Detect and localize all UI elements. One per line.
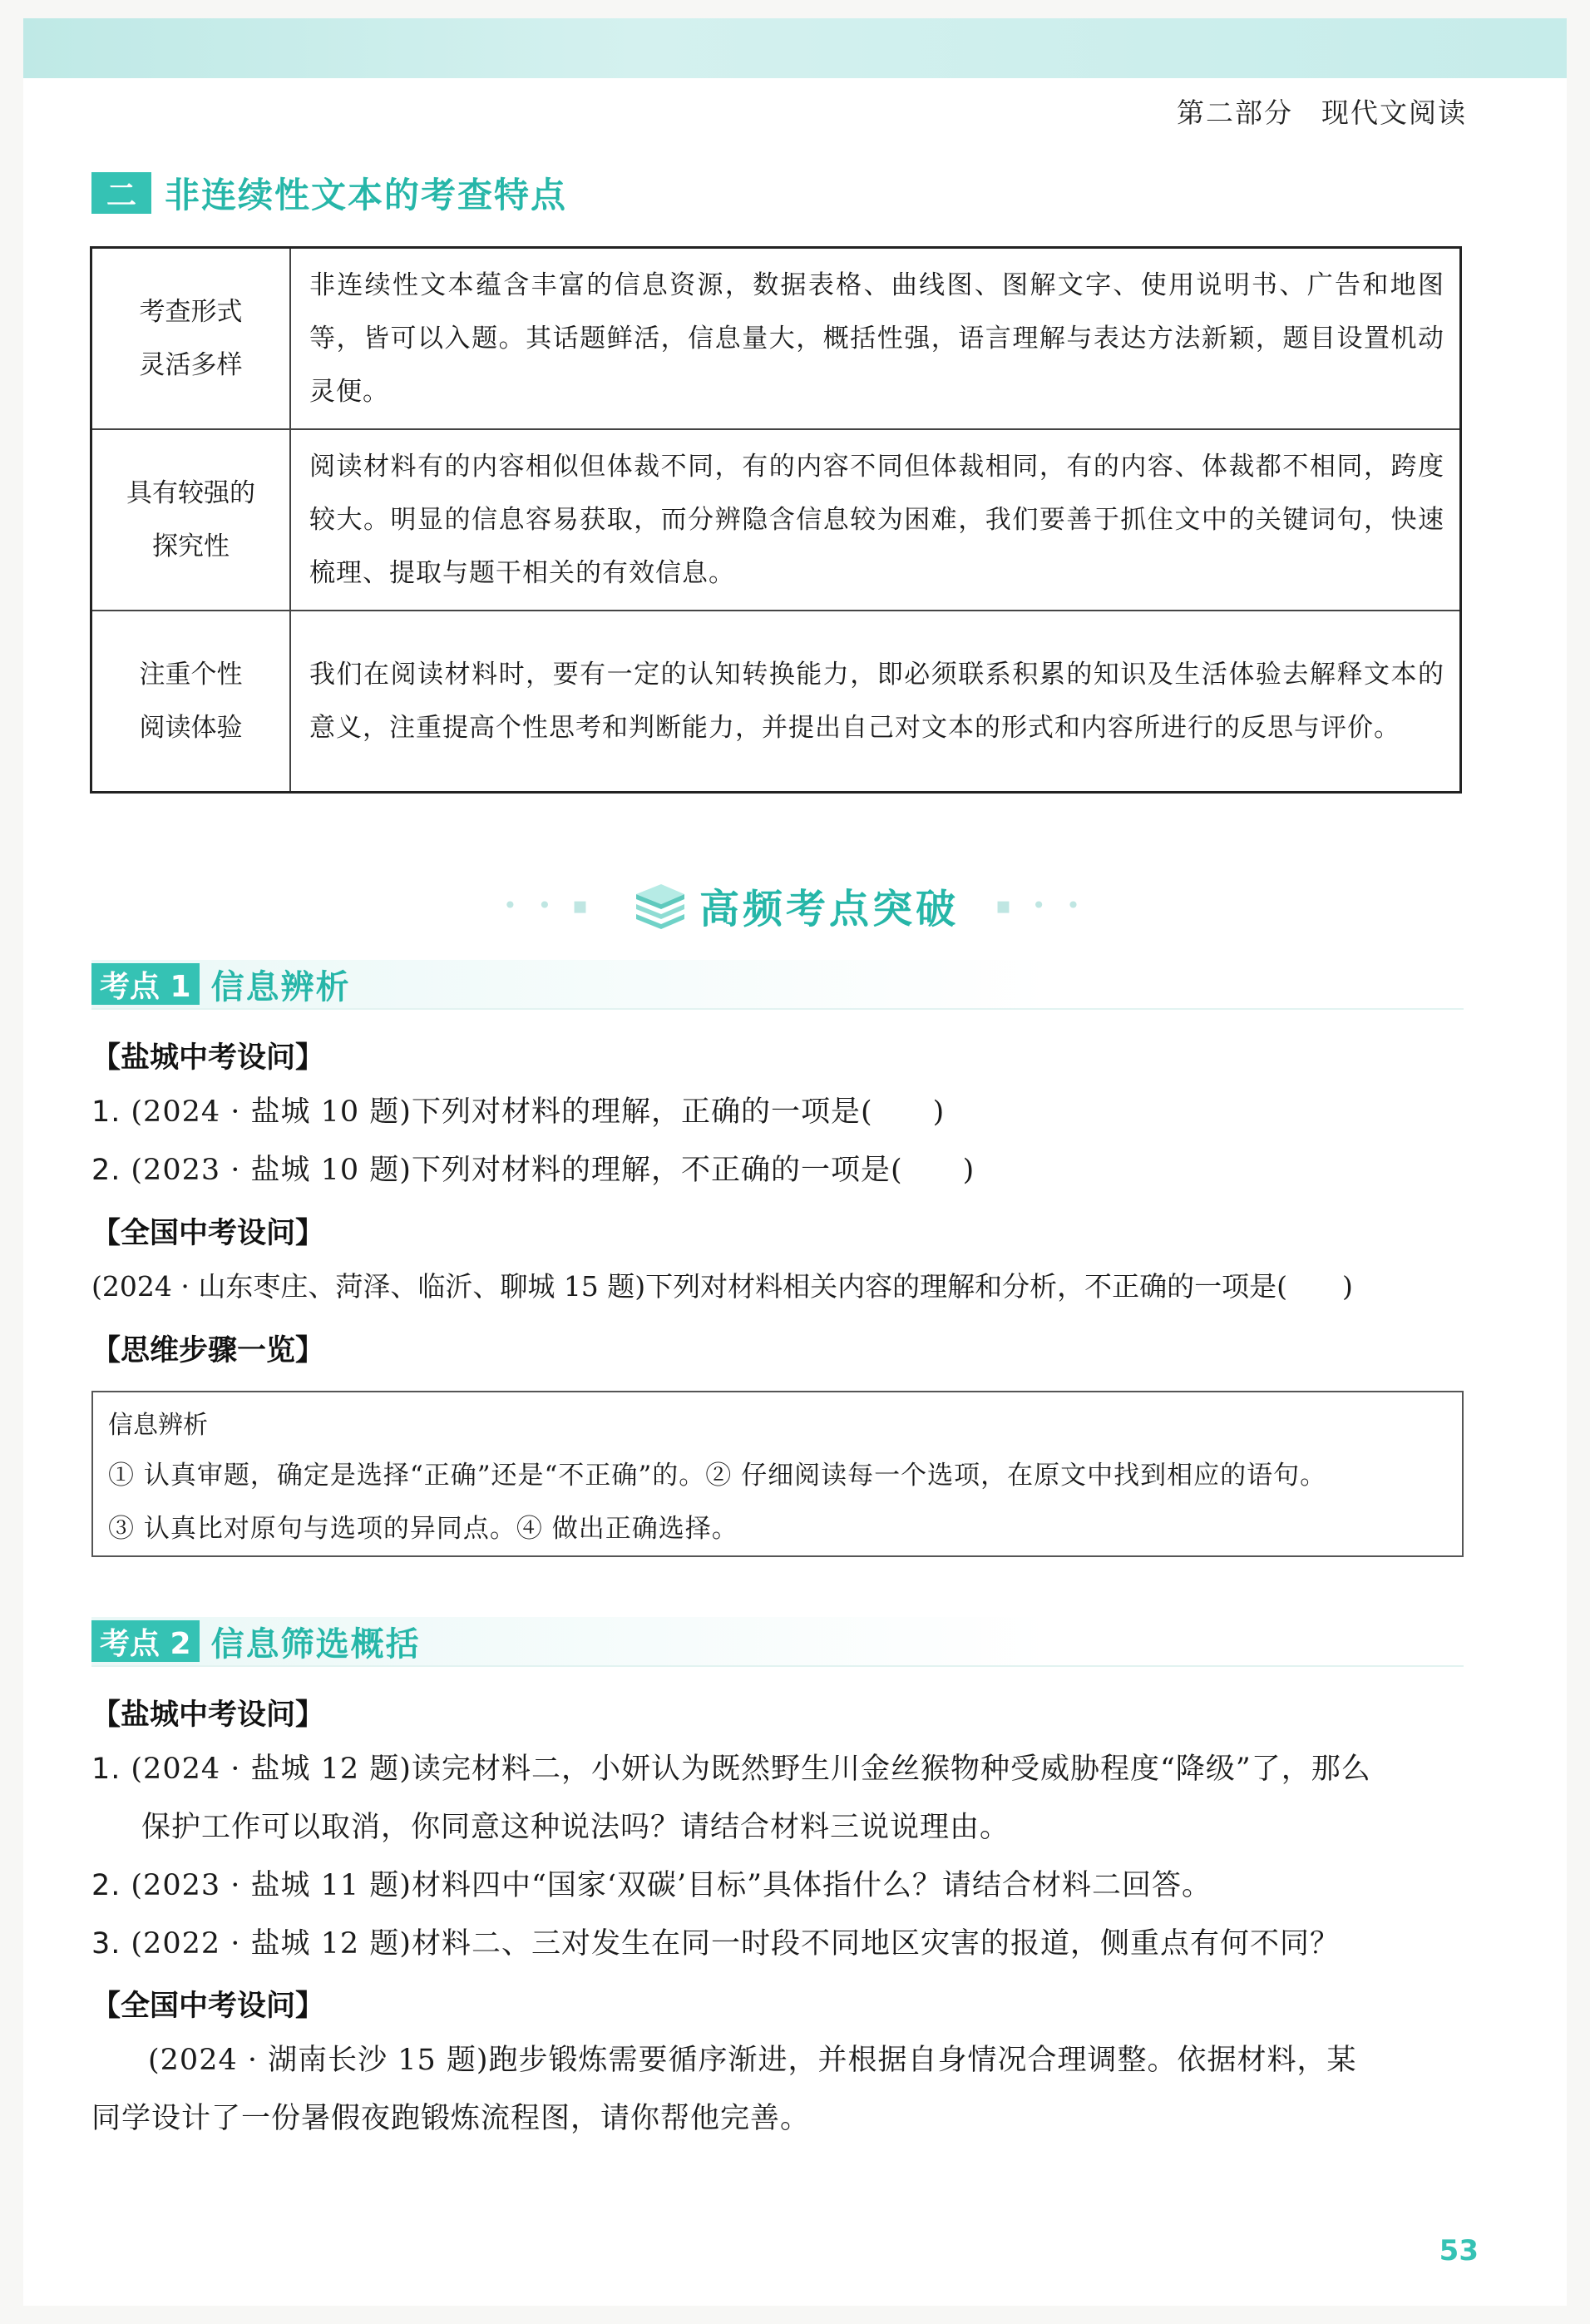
- question-text-cont: 保护工作可以取消，你同意这种说法吗？请结合材料三说说理由。: [141, 1811, 1010, 1844]
- national-label: 【全国中考设问】: [91, 1217, 325, 1250]
- question-text: (2023 · 盐城 11 题)材料四中“国家‘双碳’目标”具体指什么？请结合材料二回答。: [131, 1869, 1212, 1902]
- table-row: [91, 611, 1461, 792]
- row-text: 我们在阅读材料时，要有一定的认知转换能力，即必须联系积累的知识及生活体验去解释文本的意义，注重提高个性思考和判断能力，并提出自己对文本的形式和内容所进行的反思与评价。: [290, 611, 1461, 792]
- question-item: [91, 1083, 1472, 1141]
- kaodian-2-title: [91, 1617, 1464, 1667]
- question-item: [91, 1857, 1472, 1915]
- page: [23, 18, 1567, 2306]
- question-item: [91, 1915, 1472, 1973]
- header-part: 第二部分: [1177, 96, 1293, 129]
- national-question: [91, 2031, 1472, 2148]
- row-label: [91, 429, 291, 611]
- question-number: 3.: [91, 1927, 121, 1961]
- national-question-line: (2024 · 湖南长沙 15 题)跑步锻炼需要循序渐进，并根据自身情况合理调整。依据材料，某: [148, 2044, 1357, 2077]
- question-text: (2023 · 盐城 10 题)下列对材料的理解，不正确的一项是( ): [131, 1154, 975, 1187]
- table-row: [91, 429, 1461, 611]
- steps-box-line: ③ 认真比对原句与选项的异同点。④ 做出正确选择。: [108, 1514, 738, 1544]
- steps-box-title: 信息辨析: [108, 1411, 208, 1440]
- section-badge: 二: [91, 172, 151, 214]
- banner: [23, 873, 1567, 937]
- row-text: 阅读材料有的内容相似但体裁不同，有的内容不同但体裁相同，有的内容、体裁都不相同，跨度较大。明显的信息容易获取，而分辨隐含信息较为困难，我们要善于抓住文中的关键词句，快速梳理、提取与题干相关的有效信息。: [290, 429, 1461, 611]
- header-subject: 现代文阅读: [1321, 96, 1467, 129]
- row-label-line: 灵活多样: [139, 350, 243, 380]
- question-item: [91, 1141, 1472, 1199]
- banner-dots-right: ▪ • •: [995, 891, 1087, 919]
- national-label: 【全国中考设问】: [91, 1990, 325, 2023]
- row-label-line: 探究性: [152, 532, 230, 561]
- row-label-line: 阅读体验: [139, 712, 243, 743]
- features-table: [90, 246, 1462, 794]
- question-text: (2022 · 盐城 12 题)材料二、三对发生在同一时段不同地区灾害的报道，侧重点有何不同？: [131, 1927, 1340, 1961]
- yancheng-label: 【盐城中考设问】: [91, 1698, 325, 1732]
- row-label: [91, 248, 291, 430]
- kaodian-2-heading: 信息筛选概括: [210, 1624, 421, 1664]
- steps-box: [91, 1391, 1464, 1557]
- question-number: 1.: [91, 1095, 121, 1129]
- question-text: (2024 · 盐城 12 题)读完材料二，小妍认为既然野生川金丝猴物种受威胁程度“降级”了，那么: [131, 1753, 1371, 1786]
- question-text: (2024 · 盐城 10 题)下列对材料的理解，正确的一项是( ): [131, 1095, 946, 1129]
- question-number: 2.: [91, 1154, 121, 1187]
- row-label-line: 具有较强的: [126, 478, 255, 508]
- yancheng-label: 【盐城中考设问】: [91, 1041, 325, 1075]
- kaodian-1-title: [91, 960, 1464, 1010]
- banner-dots-left: • • ▪: [503, 891, 595, 919]
- kaodian-1-heading: 信息辨析: [210, 967, 351, 1006]
- question-item: [91, 1740, 1472, 1857]
- running-header: [1148, 91, 1467, 131]
- question-number: 1.: [91, 1753, 121, 1786]
- section-title: [91, 166, 567, 220]
- table-row: [91, 248, 1461, 430]
- banner-title: 高频考点突破: [699, 885, 959, 932]
- page-number: 53: [1439, 2234, 1479, 2267]
- row-text: 非连续性文本蕴含丰富的信息资源，数据表格、曲线图、图解文字、使用说明书、广告和地图等，皆可以入题。其话题鲜活，信息量大，概括性强，语言理解与表达方法新颖，题目设置机动灵便。: [290, 248, 1461, 430]
- national-question-line: 同学设计了一份暑假夜跑锻炼流程图，请你帮他完善。: [91, 2102, 811, 2135]
- section-heading: 非连续性文本的考查特点: [165, 175, 568, 215]
- kaodian-1-badge: 考点 1: [91, 963, 200, 1005]
- row-label-line: 注重个性: [139, 659, 243, 690]
- national-question: (2024 · 山东枣庄、菏泽、临沂、聊城 15 题)下列对材料相关内容的理解和分析，不正确的一项是( ): [91, 1270, 1353, 1303]
- top-color-band: [23, 18, 1567, 78]
- kaodian-2-badge: 考点 2: [91, 1620, 200, 1662]
- watermark-mark: [412, 1256, 459, 1303]
- steps-box-line: ① 认真审题，确定是选择“正确”还是“不正确”的。② 仔细阅读每一个选项，在原文中找到相应的语句。: [108, 1461, 1327, 1491]
- steps-label: 【思维步骤一览】: [91, 1334, 325, 1367]
- row-label: [91, 611, 291, 792]
- books-icon: [631, 881, 689, 929]
- question-number: 2.: [91, 1869, 121, 1902]
- row-label-line: 考查形式: [139, 297, 243, 327]
